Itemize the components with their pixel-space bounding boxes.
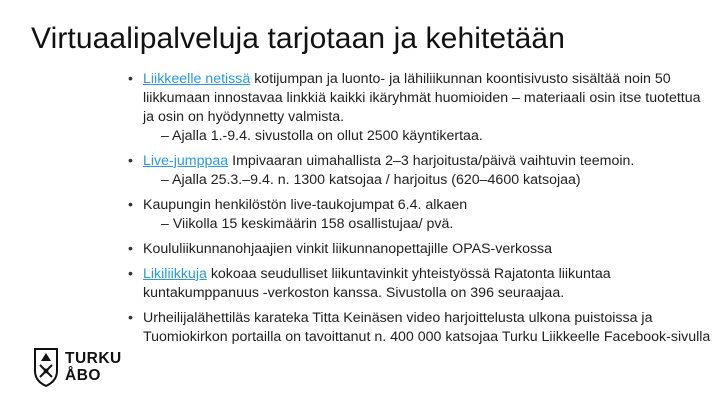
bullet-item-likiliikkuja xyxy=(128,265,713,303)
bullet-item-urheilijalahettilas xyxy=(128,309,713,347)
link-live-jumppaa[interactable]: Live-jumppaa xyxy=(143,153,229,169)
bullet-item-taukojumpat xyxy=(128,196,713,234)
bullet-text: Impivaaran uimahallista 2–3 harjoitusta/päivä vaihtuvin teemoin. xyxy=(228,153,635,169)
bullet-item-liikkeelle xyxy=(128,70,713,146)
logo-line-abo: ÅBO xyxy=(65,367,101,384)
sub-bullet: – Ajalla 25.3.–9.4. n. 1300 katsojaa / harjoitus (620–4600 katsojaa) xyxy=(161,172,581,188)
bullet-text: kotijumpan ja luonto- ja lähiliikunnan koontisivusto sisältää noin 50 liikkumaan innostavaa linkkiä kaikki ikäryhmät huomioiden – materiaali osin itse tuotettua ja osin on hyödynnetty valmista. xyxy=(143,71,701,125)
bullet-list xyxy=(128,70,713,353)
link-liikkeelle-netissa[interactable]: Liikkeelle netissä xyxy=(143,71,251,87)
logo-wordmark xyxy=(65,350,122,384)
logo-line-turku: TURKU xyxy=(65,350,122,367)
bullet-text: kokoaa seudulliset liikuntavinkit yhteistyössä Rajatonta liikuntaa kuntakumppanuus -verkoston kanssa. Sivustolla on 396 seuraajaa. xyxy=(143,266,611,301)
turku-coat-of-arms-icon xyxy=(33,347,59,387)
bullet-text: Urheilijalähettiläs karateka Titta Keinäsen video harjoittelusta ulkona puistoissa ja Tuomiokirkon portailla on tavoittanut n. 400 000 katsojaa Turku Liikkeelle Facebook-sivulla xyxy=(143,310,711,345)
link-likiliikkuja[interactable]: Likiliikkuja xyxy=(143,266,207,282)
bullet-item-koululiikunta xyxy=(128,240,713,259)
bullet-text: Kaupungin henkilöstön live-taukojumpat 6.4. alkaen xyxy=(143,197,468,213)
turku-logo xyxy=(33,347,123,391)
bullet-text: Koululiikunnanohjaajien vinkit liikunnanopettajille OPAS-verkossa xyxy=(143,241,553,257)
bullet-item-live-jumppaa xyxy=(128,152,713,190)
sub-bullet: – Viikolla 15 keskimäärin 158 osallistujaa/ pvä. xyxy=(161,216,454,232)
slide-title: Virtuaalipalveluja tarjotaan ja kehitetään xyxy=(31,22,566,55)
sub-bullet: – Ajalla 1.-9.4. sivustolla on ollut 2500 käyntikertaa. xyxy=(161,128,483,144)
